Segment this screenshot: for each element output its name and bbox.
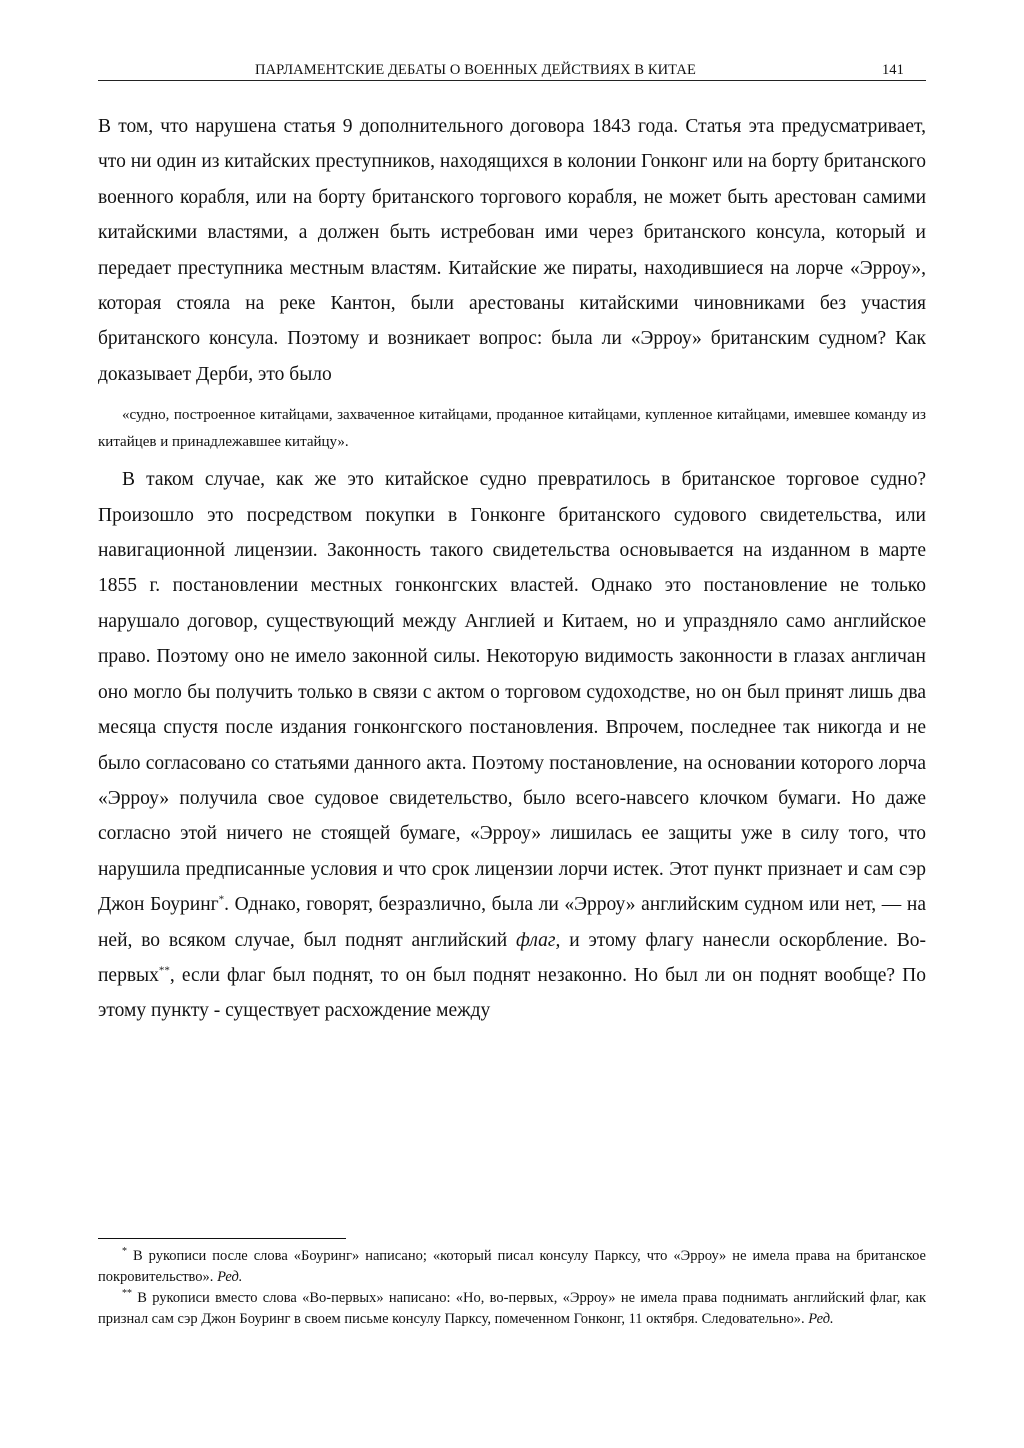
paragraph-2-part-1: В таком случае, как же это китайское судно превратилось в британское торговое судно? Произошло это посредством покупки в Гонконге британского судового свидетельства, или навигационной лицензии. Законность такого свидетельства основывается на изданном в марте 1855 г. постановлении местных гонконгских властей. Однако это постановление не только нарушало договор, существующий между Англией и Китаем, но и упраздняло само английское право. Поэтому оно не имело законной силы. Некоторую видимость законности в глазах англичан оно могло бы получить только в связи с актом о торговом судоходстве, но он был принят лишь два месяца спустя после издания гонконгского постановления. Впрочем, последнее так никогда и не было согласовано со статьями данного акта. Поэтому постановление, на основании которого лорча «Эрроу» получила свое судовое свидетельство, было всего-навсего клочком бумаги. Но даже согласно этой ничего не стоящей бумаге, «Эрроу» лишилась ее защиты уже в силу того, что нарушила предписанные условия и что срок лицензии лорчи истек. Этот пункт признает и сам сэр Джон Боуринг xyxy=(98,469,926,916)
footnote-2 xyxy=(98,1288,926,1330)
footnote-2-mark: ** xyxy=(122,1288,132,1299)
footnote-divider xyxy=(98,1238,346,1239)
footnotes xyxy=(98,1246,926,1330)
paragraph-2-part-3: и этому флагу нанесли оскорбление. Во-первых xyxy=(98,929,926,986)
paragraph-2-part-4: , если флаг был поднят, то он был поднят незаконно. Но был ли он поднят вообще? По этому пункту - существует расхождение между xyxy=(98,964,926,1022)
paragraph-2-part-2: . Однако, говорят, безразлично, была ли «Эрроу» английским судном или нет, — на ней, во всяком случае, был поднят английский xyxy=(98,894,926,951)
running-header xyxy=(98,56,926,81)
flag-emphasis: флаг, xyxy=(516,929,561,951)
footnote-1-editor: Ред. xyxy=(217,1269,243,1285)
footnote-2-editor: Ред. xyxy=(808,1311,834,1327)
footnote-2-text: В рукописи вместо слова «Во-первых» написано: «Но, во-первых, «Эрроу» не имела права поднимать английский флаг, как признал сам сэр Джон Боуринг в своем письме консулу Парксу, помеченном Гонконг, 11 октября. Следовательно». xyxy=(98,1290,926,1327)
main-text xyxy=(98,109,926,1029)
page-number: 141 xyxy=(881,62,904,78)
footnote-ref-1[interactable]: * xyxy=(218,893,225,906)
paragraph-1: В том, что нарушена статья 9 дополнительного договора 1843 года. Статья эта предусматривает, что ни один из китайских преступников, находящихся в колонии Гонконг или на борту британского военного корабля, или на борту британского торгового корабля, не может быть арестован самими китайскими властями, а должен быть истребован ими через британского консула, который и передает преступника местным властям. Китайские же пираты, находившиеся на лорче «Эрроу», которая стояла на реке Кантон, были арестованы китайскими чиновниками без участия британского консула. Поэтому и возникает вопрос: была ли «Эрроу» британским судном? Как доказывает Дерби, это было xyxy=(98,116,926,385)
quote-text: «судно, построенное китайцами, захваченное китайцами, проданное китайцами, купленное китайцами, имевшее команду из китайцев и принадлежавшее китайцу». xyxy=(98,407,926,451)
paragraph-2 xyxy=(98,462,926,1029)
footnote-1 xyxy=(98,1246,926,1288)
footnote-1-mark: * xyxy=(122,1246,127,1257)
footnote-ref-2[interactable]: ** xyxy=(158,964,170,977)
header-title: ПАРЛАМЕНТСКИЕ ДЕБАТЫ О ВОЕННЫХ ДЕЙСТВИЯХ В КИТАЕ xyxy=(255,62,696,78)
page xyxy=(98,56,926,1029)
footnote-1-text: В рукописи после слова «Боуринг» написано; «который писал консулу Парксу, что «Эрроу» не имела права на британское покровительство». xyxy=(98,1248,926,1285)
block-quote xyxy=(98,402,926,456)
